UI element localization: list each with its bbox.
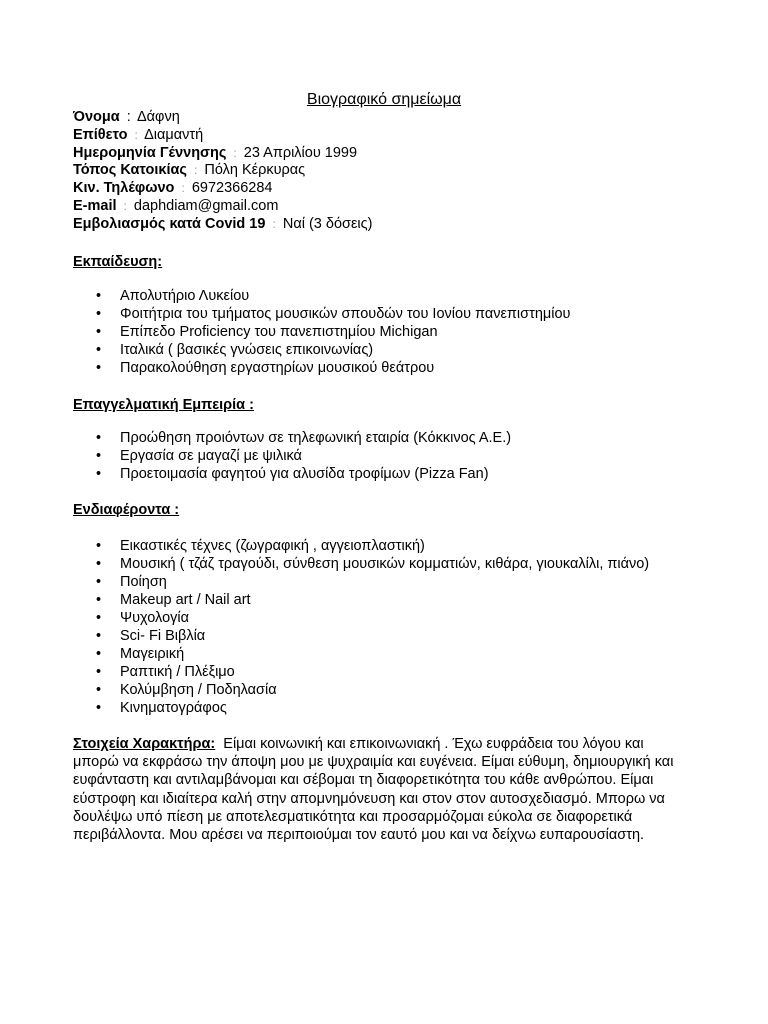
personal-row-phone — [73, 180, 372, 198]
field-value: 23 Απριλίου 1999 — [243, 144, 358, 161]
field-label: Κιν. Τηλέφωνο — [73, 180, 175, 197]
personal-row-residence — [73, 162, 372, 180]
list-item: • Sci- Fi Βιβλία — [73, 627, 649, 645]
list-item: • Ιταλικά ( βασικές γνώσεις επικοινωνίας) — [73, 341, 570, 359]
personal-row-vaccination — [73, 216, 372, 234]
list-item: • Μαγειρική — [73, 645, 649, 663]
character-paragraph — [73, 735, 693, 844]
interests-list — [73, 537, 649, 717]
field-value: Πόλη Κέρκυρας — [204, 162, 306, 179]
list-item: • Απολυτήριο Λυκείου — [73, 287, 570, 305]
list-item: • Ραπτική / Πλέξιμο — [73, 663, 649, 681]
experience-heading: Επαγγελματική Εμπειρία : — [73, 397, 254, 413]
list-item: • Makeup art / Nail art — [73, 591, 649, 609]
field-value: Δάφνη — [136, 109, 180, 125]
field-label: Εμβολιασμός κατά Covid 19 — [73, 215, 266, 232]
list-item: • Προώθηση προιόντων σε τηλεφωνική εταιρία (Κόκκινος Α.Ε.) — [73, 429, 511, 447]
field-separator: : — [193, 163, 198, 178]
personal-row-name — [73, 109, 372, 127]
character-label: Στοιχεία Χαρακτήρα: — [73, 736, 216, 752]
field-label: Όνομα — [73, 109, 120, 125]
experience-list — [73, 429, 511, 483]
list-item: • Ποίηση — [73, 573, 649, 591]
list-item: • Κολύμβηση / Ποδηλασία — [73, 681, 649, 699]
list-item: • Μουσική ( τζάζ τραγούδι, σύνθεση μουσικών κομματιών, κιθάρα, γιουκαλίλι, πιάνο) — [73, 555, 649, 573]
list-item: • Εργασία σε μαγαζί με ψιλικά — [73, 447, 511, 465]
list-item: • Εικαστικές τέχνες (ζωγραφική , αγγειοπλαστική) — [73, 537, 649, 555]
personal-info — [73, 109, 372, 234]
list-item: • Παρακολούθηση εργαστηρίων μουσικού θεάτρου — [73, 359, 570, 377]
field-label: Ημερομηνία Γέννησης — [73, 144, 227, 161]
field-separator: : — [123, 198, 127, 213]
page-title: Βιογραφικό σημείωμα — [306, 91, 462, 108]
field-value: daphdiam@gmail.com — [133, 197, 279, 214]
list-item: • Προετοιμασία φαγητού για αλυσίδα τροφίμων (Pizza Fan) — [73, 465, 511, 483]
field-label: Τόπος Κατοικίας — [73, 162, 187, 179]
list-item: • Ψυχολογία — [73, 609, 649, 627]
field-separator: : — [272, 216, 276, 231]
education-heading: Εκπαίδευση: — [73, 254, 163, 270]
field-value: 6972366284 — [191, 180, 273, 197]
character-text: Είμαι κοινωνική και επικοινωνιακή . Έχω ευφράδεια του λόγου και μπορώ να εκφράσω την άποψη μου με ψυχραιμία και ευγένεια. Είμαι εύθυμη, δημιουργική και ευφάνταστη και αντιλαμβάνομαι και σέβομαι τη διαφορετικότητα του κάθε ανθρώπου. Είμαι εύστροφη και ιδιαίτερα καλή στην απομνημόνευση και στον στον αυτοσχεδιασμό. Μπορω να δουλέψω υπό πίεση με αποτελεσματικότητα και προσαρμόζομαι εύκολα σε διαφορετικά περιβάλλοντα. Μου αρέσει να περιποιούμαι τον εαυτό μου και να δείχνω ευπαρουσίαστη. — [73, 736, 674, 844]
field-label: Επίθετο — [73, 126, 128, 143]
list-item: • Φοιτήτρια του τμήματος μουσικών σπουδών του Ιονίου πανεπιστημίου — [73, 305, 570, 323]
personal-row-surname — [73, 127, 372, 145]
list-item: • Κινηματογράφος — [73, 699, 649, 717]
personal-row-birthdate — [73, 145, 372, 163]
personal-row-email — [73, 198, 372, 216]
field-separator: : — [181, 181, 185, 196]
field-value: Διαμαντή — [144, 126, 204, 143]
field-separator: : — [233, 145, 237, 160]
field-separator: : — [134, 127, 138, 142]
field-separator: : — [126, 109, 131, 125]
education-list — [73, 287, 570, 377]
field-label: E-mail — [73, 197, 117, 214]
list-item: • Επίπεδο Proficiency του πανεπιστημίου Michigan — [73, 323, 570, 341]
interests-heading: Ενδιαφέροντα : — [73, 502, 180, 518]
field-value: Ναί (3 δόσεις) — [282, 215, 373, 232]
